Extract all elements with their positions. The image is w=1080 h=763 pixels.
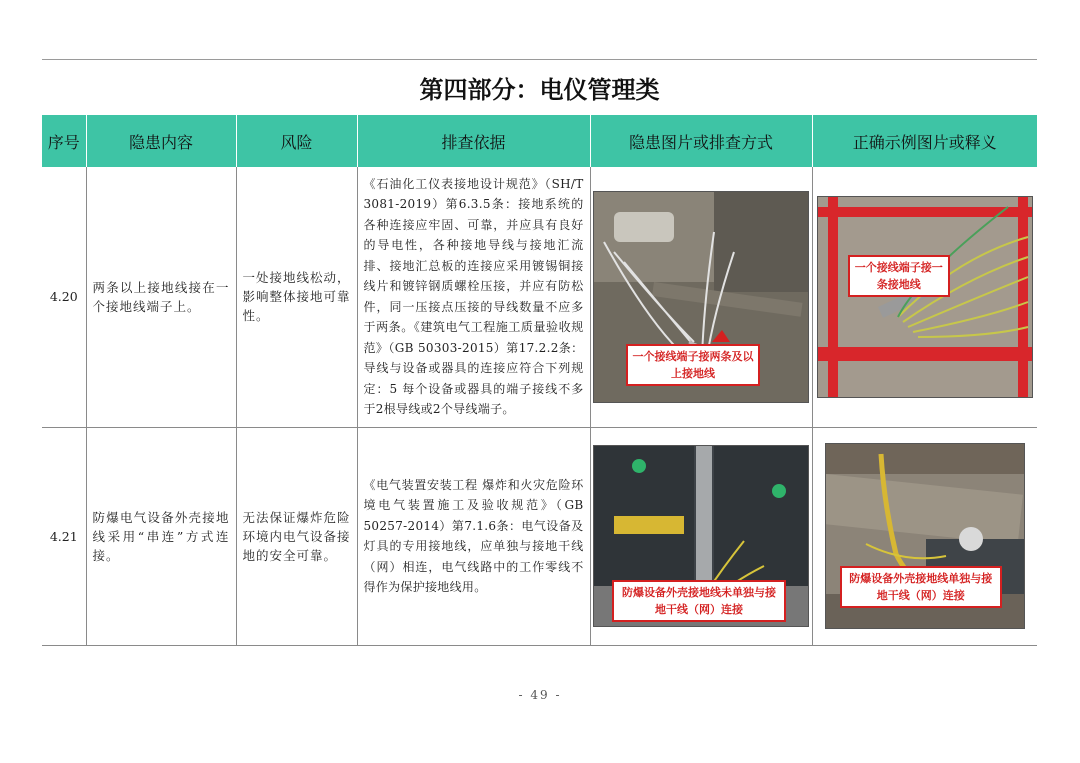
risk-cell [236,427,357,645]
correct-callout: 一个接线端子接一条接地线 [848,255,950,297]
row-number: 4.20 [42,167,86,427]
table-row [42,167,1037,427]
correct-photo [825,443,1025,629]
hazard-text: 两条以上接地线接在一个接地线端子上。 [92,279,230,314]
table-header-row [42,115,1037,167]
hazard-cell [86,167,236,427]
hazard-photo [593,445,809,627]
hazard-table [42,115,1037,646]
risk-cell [236,167,357,427]
header-risk: 风险 [236,115,357,167]
header-correct-image: 正确示例图片或释义 [812,115,1037,167]
hazard-cell [86,427,236,645]
header-no: 序号 [42,115,86,167]
top-rule [42,59,1037,60]
hazard-photo [593,191,809,403]
page-number: - 49 - [518,688,562,702]
header-basis: 排查依据 [357,115,590,167]
basis-text: 《石油化工仪表接地设计规范》（SH/T 3081-2019）第6.3.5条：接地系统的各种连接应牢固、可靠，并应具有良好的导电性，各种接地导线与接地汇流排、接地汇总板的连接应采用镀锡铜接线片和镀锌钢质螺栓压接，并应有防松件，同一压接点压接的导线数量不应多于两条。《建筑电气工程施工质量验收规范》（GB 50303-2015）第17.2.2条：导线与设备或器具的连接应符合下列规定：5 每个设备或器具的端子接线不多于2根导线或2个导线端子。 [363,176,584,417]
header-hazard-image: 隐患图片或排查方式 [590,115,812,167]
table-row [42,427,1037,645]
basis-text: 《电气装置安装工程 爆炸和火灾危险环境电气装置施工及验收规范》（GB 50257-2014）第7.1.6条：电气设备及灯具的专用接地线，应单独与接地干线（网）相连，电气线路中的工作零线不得作为保护接地线用。 [363,477,584,594]
correct-photo-illustration [818,197,1032,397]
risk-text: 无法保证爆炸危险环境内电气设备接地的安全可靠。 [242,509,351,563]
row-number: 4.21 [42,427,86,645]
basis-cell [357,167,590,427]
basis-cell [357,427,590,645]
hazard-callout: 一个接线端子接两条及以上接地线 [626,344,760,386]
risk-text: 一处接地线松动，影响整体接地可靠性。 [242,270,351,324]
hazard-image-cell [590,167,812,427]
hazard-image-cell [590,427,812,645]
correct-photo [817,196,1033,398]
hazard-text: 防爆电气设备外壳接地线采用“串连”方式连接。 [92,509,230,563]
hazard-callout: 防爆设备外壳接地线未单独与接地干线（网）连接 [612,580,786,622]
header-hazard: 隐患内容 [86,115,236,167]
correct-callout: 防爆设备外壳接地线单独与接地干线（网）连接 [840,566,1002,608]
correct-image-cell [812,427,1037,645]
page-title: 第四部分：电仪管理类 [419,76,660,104]
correct-image-cell [812,167,1037,427]
